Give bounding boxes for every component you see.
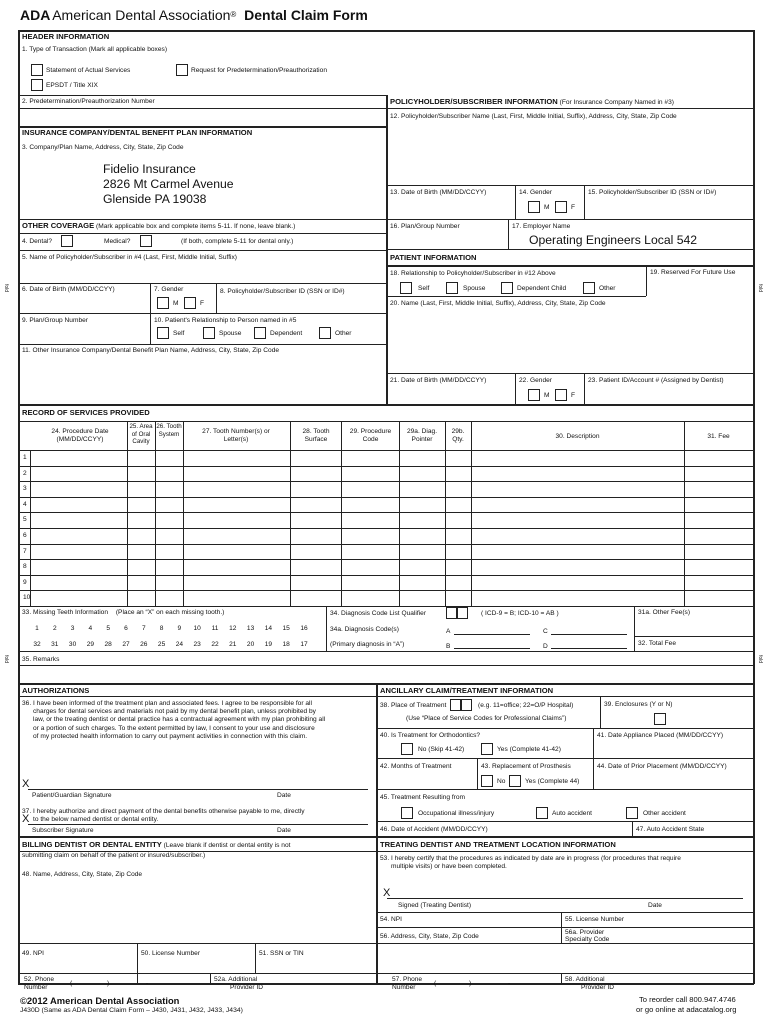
epsdt-checkbox[interactable] [31,79,43,91]
auto-accident-checkbox[interactable] [536,807,548,819]
q10-dependent-checkbox[interactable] [254,327,266,339]
q7-label: 7. Gender [154,286,184,293]
tooth-upper[interactable]: 7 [141,625,146,632]
q10-spouse-label: Spouse [219,330,242,337]
q58-label-2: Provider ID [581,984,614,991]
patient-heading: PATIENT INFORMATION [390,253,477,262]
treating-sig-x: X [383,887,391,899]
tooth-lower[interactable]: 24 [175,641,184,648]
tooth-lower[interactable]: 21 [229,641,237,648]
form-name: Dental Claim Form [244,7,368,23]
q10-other-label: Other [335,330,352,337]
insurance-name: Fidelio Insurance [103,162,196,176]
q43-label: 43. Replacement of Prosthesis [481,763,571,770]
q43-yes-label: Yes (Complete 44) [525,778,580,785]
diag-a-label: A [446,628,451,635]
service-row-number: 3 [23,485,27,493]
col-30-header: 30. Description [555,433,600,440]
q18-self-checkbox[interactable] [400,282,412,294]
insurance-street: 2826 Mt Carmel Avenue [103,177,234,191]
tooth-upper[interactable]: 13 [246,625,255,632]
footer-copyright: ©2012 American Dental Association [20,995,180,1006]
q31a-label: 31a. Other Fee(s) [638,609,691,616]
q18-self-label: Self [418,285,430,292]
service-row-number: 5 [23,516,27,524]
q40-yes-label: Yes (Complete 41-42) [497,746,561,753]
q41-label: 41. Date Appliance Placed (MM/DD/CCYY) [597,732,724,739]
q10-spouse-checkbox[interactable] [203,327,215,339]
q52a-label: 52a. Additional [214,976,258,983]
q12-label: 12. Policyholder/Subscriber Name (Last, First, Middle Initial, Suffix), Address, City, State, Zip Code [390,113,677,120]
q33-title: 33. Missing Teeth Information [22,609,109,616]
place-of-treatment-box-1[interactable] [450,699,461,711]
actual-services-label: Statement of Actual Services [46,67,131,74]
q57-label: 57. Phone [392,976,423,983]
fold-mark-right-bottom: fold [757,654,764,664]
text-line: multiple visits) or have been completed. [391,863,507,871]
q10-label: 10. Patient's Relationship to Person named in #5 [154,317,297,324]
medical-checkbox[interactable] [140,235,152,247]
tooth-lower[interactable]: 20 [246,641,255,648]
text-line: 37. I hereby authorize and direct payment of the dental benefits otherwise payable to me, directly [22,808,305,815]
q18-other-checkbox[interactable] [583,282,595,294]
q22-label: 22. Gender [519,377,552,384]
q4-note: (If both, complete 5-11 for dental only.) [181,238,294,245]
q46-label: 46. Date of Accident (MM/DD/CCYY) [380,826,488,833]
q40-label: 40. Is Treatment for Orthodontics? [380,732,481,739]
tooth-upper[interactable]: 1 [35,625,39,632]
tooth-lower[interactable]: 17 [300,641,308,648]
q14-female-checkbox[interactable] [555,201,567,213]
service-row-number: 2 [23,469,27,477]
tooth-lower[interactable]: 28 [104,641,112,648]
text-line: of my protected health information to carry out payment activities in connection with this claim. [33,732,308,740]
tooth-lower[interactable]: 29 [86,641,95,648]
q7-male-checkbox[interactable] [157,297,169,309]
ada-mark: ADA [20,7,51,23]
q48-label: 48. Name, Address, City, State, Zip Code [22,871,143,878]
q49-label: 49. NPI [22,950,44,957]
authorizations-heading: AUTHORIZATIONS [22,686,90,695]
q19-label: 19. Reserved For Future Use [650,269,736,276]
q39-label: 39. Enclosures (Y or N) [604,701,673,708]
epsdt-label: EPSDT / Title XIX [46,82,98,89]
col-29b-header: 29b. Qty. [451,428,465,443]
text-line: 36. I have been informed of the treatment plan and associated fees. I agree to be responsible for all [22,700,312,707]
tooth-lower[interactable]: 32 [33,641,41,648]
col-24-header: 24. Procedure Date (MM/DD/CCYY) [51,428,109,443]
q32-label: 32. Total Fee [638,640,677,647]
registered-mark: ® [230,10,237,19]
diag-d-label: D [543,643,548,650]
q10-dependent-label: Dependent [270,330,303,337]
billing-note-2: submitting claim on behalf of the patient or insured/subscriber.) [22,852,206,859]
tooth-lower[interactable]: 31 [51,641,59,648]
tooth-upper[interactable]: 14 [264,625,273,632]
q35-label: 35. Remarks [22,656,60,663]
q18-other-label: Other [599,285,616,292]
text-line: law, or the treating dentist or dental practice has a contractual agreement with my plan prohibiting all [33,716,326,724]
predetermination-checkbox[interactable] [176,64,188,76]
tooth-upper[interactable]: 10 [193,625,201,632]
q40-no-checkbox[interactable] [401,743,413,755]
patient-signature-field[interactable] [36,774,366,789]
q52-label-2: Number [24,984,48,991]
tooth-upper[interactable]: 3 [70,625,75,632]
tooth-lower[interactable]: 26 [140,641,148,648]
auto-accident-label: Auto accident [552,810,592,817]
service-row-number: 4 [23,500,27,508]
subscriber-sig-date-label: Date [277,827,291,834]
q52-label: 52. Phone [24,976,55,983]
q14-label: 14. Gender [519,189,552,196]
predetermination-label: Request for Predetermination/Preauthorization [191,67,327,74]
q57-rparen: ) [469,980,472,987]
tooth-upper[interactable]: 11 [211,625,219,632]
service-row-number: 6 [23,532,27,539]
q10-other-checkbox[interactable] [319,327,331,339]
q13-label: 13. Date of Birth (MM/DD/CCYY) [390,189,487,196]
occupational-checkbox[interactable] [401,807,413,819]
treating-signature-field[interactable] [396,883,742,898]
col-27-header: 27. Tooth Number(s) or Letter(s) [202,428,270,443]
q36-text [22,700,325,741]
q18-label: 18. Relationship to Policyholder/Subscriber in #12 Above [390,270,556,277]
policyholder-title: POLICYHOLDER/SUBSCRIBER INFORMATION [390,97,558,106]
q57-label-2: Number [392,984,416,991]
diag-c-label: C [543,628,548,635]
patient-sig-label: Patient/Guardian Signature [32,792,112,799]
tooth-lower[interactable]: 27 [122,641,130,648]
q34-note: ( ICD-9 = B; ICD-10 = AB ) [481,610,559,617]
q14-female-label: F [571,204,576,211]
tooth-upper[interactable]: 8 [159,625,164,632]
tooth-upper[interactable]: 9 [177,625,182,632]
q43-yes-checkbox[interactable] [509,775,521,787]
q52-dash: - [146,980,149,987]
col-25-header: 25. Area of Oral Cavity [129,423,153,445]
footer-form-id: J430D (Same as ADA Dental Claim Form – J430, J431, J432, J433, J434) [20,1007,243,1014]
q52a-label-2: Provider ID [230,984,263,991]
subscriber-sig-label: Subscriber Signature [32,827,94,834]
q17-label: 17. Employer Name [512,223,571,230]
q18-dependent-child-label: Dependent Child [517,285,567,292]
q34-qualifier-box-1[interactable] [446,607,457,619]
col-29a-header: 29a. Diag. Pointer [406,428,438,443]
q15-label: 15. Policyholder/Subscriber ID (SSN or ID#) [588,189,717,196]
q10-self-label: Self [173,330,185,337]
q44-label: 44. Date of Prior Placement (MM/DD/CCYY) [597,763,727,770]
fold-mark-left-bottom: fold [3,654,10,664]
service-row-number: 9 [23,578,27,586]
diag-b-label: B [446,643,451,650]
header-info-heading: HEADER INFORMATION [22,32,110,41]
q7-female-checkbox[interactable] [184,297,196,309]
q38-use: (Use “Place of Service Codes for Professional Claims”) [406,715,567,722]
tooth-upper[interactable]: 5 [106,625,111,632]
services-heading: RECORD OF SERVICES PROVIDED [22,408,150,417]
q7-female-label: F [200,300,205,307]
q16-label: 16. Plan/Group Number [390,223,460,230]
q14-male-checkbox[interactable] [528,201,540,213]
service-row-number: 8 [23,563,27,571]
q56a-label: 56a. Provider [565,929,605,936]
q3-label: 3. Company/Plan Name, Address, City, State, Zip Code [22,144,184,151]
service-row-number: 1 [23,454,27,461]
q7-male-label: M [173,300,179,307]
q4-dental-label: 4. Dental? [22,238,53,245]
q1-label: 1. Type of Transaction (Mark all applicable boxes) [22,46,168,53]
insurance-city: Glenside PA 19038 [103,192,207,206]
q10-self-checkbox[interactable] [157,327,169,339]
q11-label: 11. Other Insurance Company/Dental Benefit Plan Name, Address, City, State, Zip Code [22,347,280,354]
tooth-lower[interactable]: 22 [211,641,219,648]
q53-text [380,855,681,871]
text-line: 53. I hereby certify that the procedures as indicated by date are in progress (for procedures that require [380,855,681,862]
q56-label: 56. Address, City, State, Zip Code [380,933,479,940]
dental-checkbox[interactable] [61,235,73,247]
insurance-heading: INSURANCE COMPANY/DENTAL BENEFIT PLAN INFORMATION [22,128,253,137]
q57-lparen: ( [434,980,437,987]
q8-label: 8. Policyholder/Subscriber ID (SSN or ID#) [220,288,345,295]
q37-text [22,808,305,824]
q5-label: 5. Name of Policyholder/Subscriber in #4 (Last, First, Middle Initial, Suffix) [22,254,237,261]
fold-mark-right-top: fold [757,283,764,293]
treating-sig-date-label: Date [648,902,662,909]
subscriber-sig-x: X [22,813,30,825]
q6-label: 6. Date of Birth (MM/DD/CCYY) [22,286,115,293]
patient-sig-x: X [22,778,30,790]
employer-name: Operating Engineers Local 542 [529,233,698,247]
occupational-label: Occupational illness/injury [418,810,495,817]
q4-medical-label: Medical? [104,238,131,245]
q34-qualifier-box-2[interactable] [457,607,468,619]
q56a-label-2: Specialty Code [565,936,610,943]
q33-note: (Place an “X” on each missing tooth.) [115,609,225,616]
policyholder-heading [390,98,674,107]
q57-dash: - [508,980,511,987]
place-of-treatment-box-2[interactable] [461,699,472,711]
q34a-label: 34a. Diagnosis Code(s) [330,626,399,633]
tooth-lower[interactable]: 30 [68,641,77,648]
predetermination-number-field[interactable] [20,108,384,125]
q18-spouse-checkbox[interactable] [446,282,458,294]
form-title [20,6,368,24]
q45-label: 45. Treatment Resulting from [380,794,466,801]
tooth-upper[interactable]: 16 [300,625,308,632]
service-row-number: 10 [23,594,31,602]
q22-male-checkbox[interactable] [528,389,540,401]
q2-label: 2. Predetermination/Preauthorization Number [22,98,155,105]
billing-heading [22,841,290,850]
tooth-lower[interactable]: 23 [193,641,201,648]
tooth-upper[interactable]: 6 [124,625,128,632]
tooth-upper[interactable]: 2 [52,625,57,632]
actual-services-checkbox[interactable] [31,64,43,76]
q51-label: 51. SSN or TIN [259,950,304,957]
q47-label: 47. Auto Accident State [636,826,705,833]
other-accident-label: Other accident [643,810,686,817]
tooth-lower[interactable]: 19 [264,641,273,648]
q23-label: 23. Patient ID/Account # (Assigned by Dentist) [588,377,724,384]
q40-yes-checkbox[interactable] [481,743,493,755]
q21-label: 21. Date of Birth (MM/DD/CCYY) [390,377,487,384]
patient-sig-date-label: Date [277,792,291,799]
text-line: or a portion of such charges. To the extent permitted by law, I consent to your use and disclosure [33,724,315,732]
other-coverage-note: (Mark applicable box and complete items 5-11. If none, leave blank.) [96,223,296,230]
footer-online: or go online at adacatalog.org [636,1005,737,1014]
other-coverage-heading [22,222,295,231]
text-line: charges for dental services and materials not paid by my dental benefit plan, unless prohibited by [33,708,316,716]
diag-primary-note: (Primary diagnosis in “A”) [330,641,405,648]
col-31-header: 31. Fee [707,433,730,440]
q40-no-label: No (Skip 41-42) [418,746,465,753]
tooth-upper[interactable]: 12 [229,625,237,632]
q55-label: 55. License Number [565,916,625,923]
other-accident-checkbox[interactable] [626,807,638,819]
enclosures-checkbox[interactable] [654,713,666,725]
tooth-lower[interactable]: 25 [157,641,166,648]
policyholder-note: (For Insurance Company Named in #3) [559,99,674,106]
fold-mark-left-top: fold [3,283,10,293]
q18-dependent-child-checkbox[interactable] [501,282,513,294]
association-name: American Dental Association [52,7,231,23]
q22-female-label: F [571,392,576,399]
q33-label [22,609,224,617]
q43-no-label: No [497,778,506,785]
col-26-header: 26. Tooth System [156,423,182,438]
tooth-upper[interactable]: 4 [88,625,93,632]
service-row-number: 7 [23,547,27,555]
footer-reorder: To reorder call 800.947.4746 [639,995,736,1004]
billing-note: (Leave blank if dentist or dental entity is not [163,842,291,849]
col-28-header: 28. Tooth Surface [302,428,330,443]
q50-label: 50. License Number [141,950,201,957]
q34-label: 34. Diagnosis Code List Qualifier [330,610,427,617]
q42-label: 42. Months of Treatment [380,763,452,770]
q54-label: 54. NPI [380,916,402,923]
q9-label: 9. Plan/Group Number [22,317,88,324]
col-29-header: 29. Procedure Code [349,428,392,443]
text-line: to the below named dentist or dental entity. [33,816,159,824]
ancillary-heading: ANCILLARY CLAIM/TREATMENT INFORMATION [380,686,554,695]
other-coverage-title: OTHER COVERAGE [22,221,95,230]
q38-note: (e.g. 11=office; 22=O/P Hospital) [478,702,574,709]
q14-male-label: M [544,204,550,211]
billing-title: BILLING DENTIST OR DENTAL ENTITY [22,840,162,849]
q38-label: 38. Place of Treatment [380,702,447,709]
treating-heading: TREATING DENTIST AND TREATMENT LOCATION INFORMATION [380,840,616,849]
q20-label: 20. Name (Last, First, Middle Initial, Suffix), Address, City, State, Zip Code [390,300,606,307]
q22-female-checkbox[interactable] [555,389,567,401]
tooth-lower[interactable]: 18 [282,641,290,648]
q52-lparen: ( [70,980,73,987]
q52-rparen: ) [107,980,110,987]
q18-spouse-label: Spouse [463,285,486,292]
q22-male-label: M [544,392,550,399]
q58-label: 58. Additional [565,976,605,983]
tooth-upper[interactable]: 15 [282,625,290,632]
treating-sig-label: Signed (Treating Dentist) [398,902,472,909]
q43-no-checkbox[interactable] [481,775,493,787]
